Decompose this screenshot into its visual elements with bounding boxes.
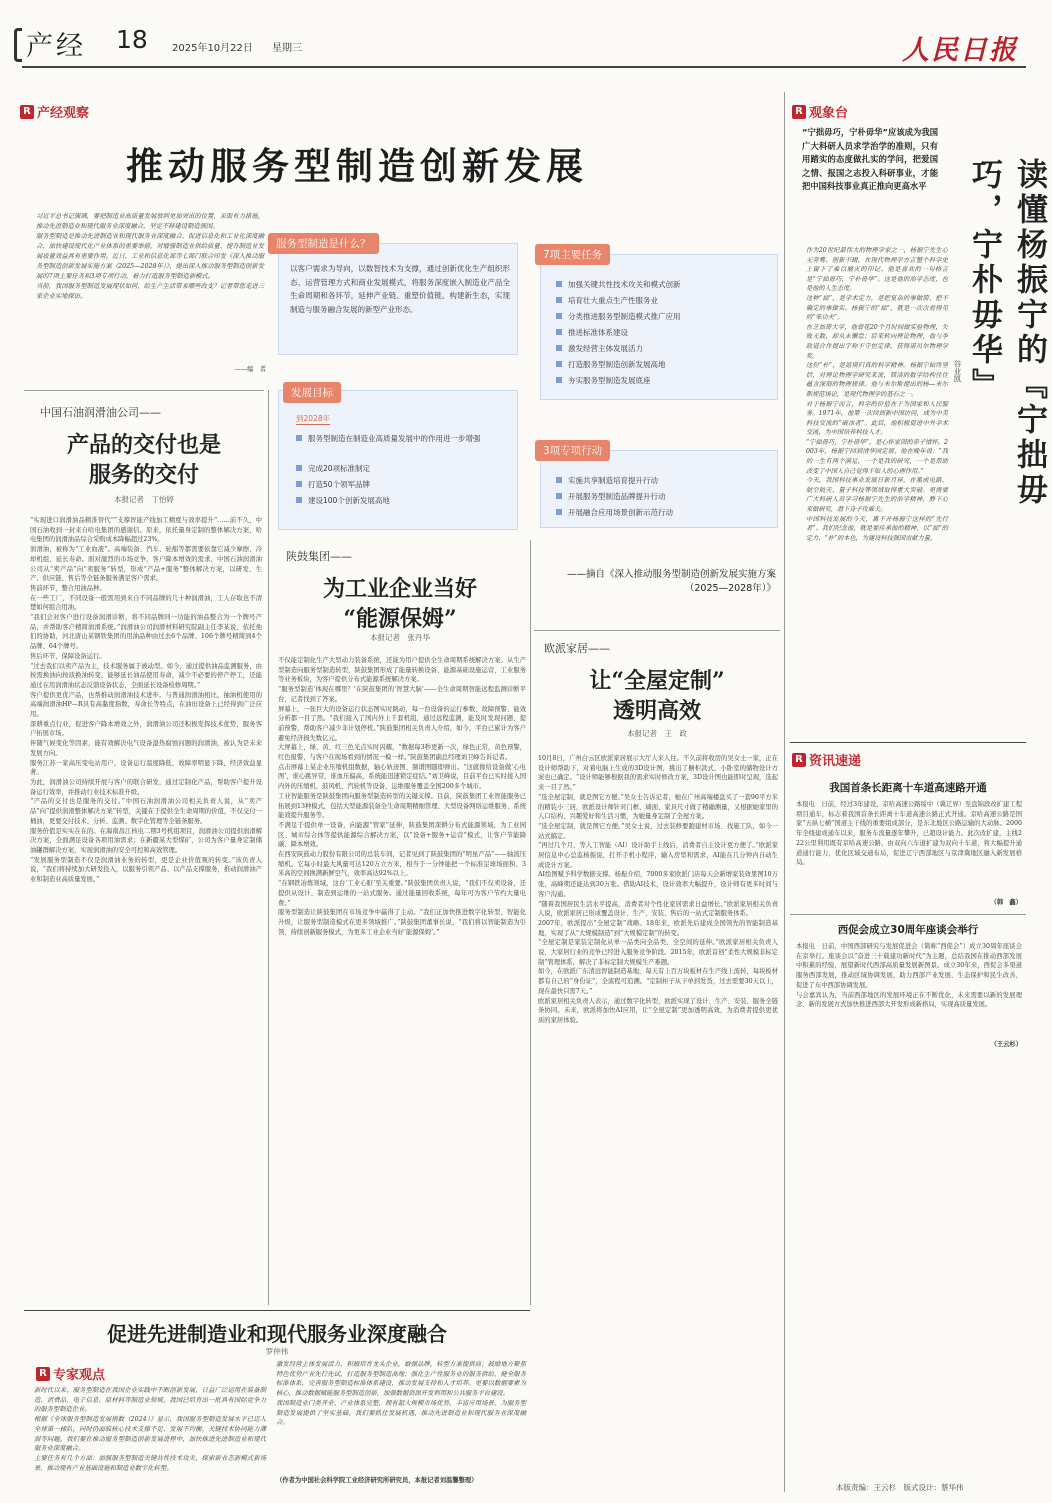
news-column-label [792,750,861,769]
panel-goals-sub: 到2028年 [296,414,331,423]
bullet-icon [556,313,562,319]
task-item-text: 分类推进服务型制造模式推广应用 [568,311,681,321]
divider [534,630,780,631]
news1-body: 本报电 日前，经过3年建设，京哈高速公路绥中（冀辽界）至盘锦段改扩建工程项目通车，标志着我国首条长距离十车道高速公路正式开通。京哈高速公路是国家“五纵七横”国道主干线的重要组成部分，是东北地区公路运输的大动脉。2000年全线建成通车以来，服务车流量逐年攀升，已超设计能力。此次改扩建，主线222公里利用既有京哈高速公路，由双向六车道扩建为双向十车道，将大幅提升通道通行能力，优化区域交通布局，促进辽宁西部地区与京津冀地区融入新发展格局。 [796,801,1022,867]
task-item [556,340,770,356]
task-item-text: 夯实服务型制造发展底座 [568,375,651,385]
task-item-text: 培育壮大重点生产性服务业 [568,295,658,305]
bullet-icon [556,345,562,351]
bottom-column-label [36,1364,105,1383]
bullet-icon [556,477,562,483]
task-item-text: 推进标准体系建设 [568,327,628,337]
column-rule [784,92,785,1492]
main-column-label [20,102,89,121]
right-lead: “宁拙毋巧，宁朴毋华”应该成为我国广大科研人员求学治学的准则，只有用踏实的态度做扎实的学问，把爱国之情、报国之志投入科研事业，才能把中国科技事业真正推向更高水平 [802,127,938,191]
goal-item-text: 建设100个创新发展高地 [308,495,390,505]
main-column-label-text: 产经观察 [37,106,90,121]
bottom-column-label-text: 专家观点 [53,1368,106,1383]
main-headline: 推动服务型制造创新发展 [126,145,588,188]
goal-item [296,492,510,508]
task-item [556,324,770,340]
section-name: 产经 [26,31,86,62]
story1-title-line2: 服务的交付 [88,462,199,488]
story3-company: 欧派家居—— [544,642,610,655]
task-item [556,276,770,292]
news-rule [790,742,1026,743]
action-item [556,488,770,504]
right-author: 谷业凯 [953,360,962,383]
newspaper-logo: 人民日报 [902,35,1018,66]
story1-company: 中国石油润滑油公司—— [40,406,161,419]
task-item [556,372,770,388]
bullet-icon [296,481,302,487]
task-item [556,308,770,324]
story3-byline: 本报记者 王 政 [627,729,687,738]
action-item-text: 开展融合应用场景创新示范行动 [568,507,673,517]
bottom-title: 促进先进制造业和现代服务业深度融合 [107,1322,447,1346]
column-rule [530,540,531,1305]
story2-company: 陕鼓集团—— [286,550,352,563]
news2-body: 本报电 日前，中国西部研究与发展促进会（简称“西促会”）成立30周年座谈会在京举行。座谈会以“奋进三十载建功新时代”为主题，总结我国在推动西部发展中积累的经验，展望新时代西部高质量发展新图景。成立30年来，西促会多渠道服务西部发展，推动区域协调发展，助力西部产业发展、生态保护和民生改善，促进了东中西部协调发展。 与会嘉宾认为，当前西部地区的发展环境正在不断优化，未来需要以新的发展理念、新的发展方式加快推进西部大开发形成新格局，实现高质量发展。 [796,943,1022,1009]
main-intro: 习近平总书记强调，要把制造业高质量发展放到更加突出的位置，采取有力措施，推动先进制造业和现代服务业深度融合，坚定不移建设制造强国。 服务型制造是推动先进制造业和现代服务业深度融合、促进信息化和工业化深度融合、加快建设现代化产业体系的重要举措，对增强制造业供给质量、提升制造业发展质量效益具有重要作用。近日，工业和信息化部等七部门联合印发《深入推动服务型制造创新发展实施方案（2025—2028年）》，提出深入推动服务型制造创新发展的7项主要任务和3项专项行动，着力打造服务型制造新模式。 当前，我国服务型制造发展现状如何，给生产生活带来哪些改变？记者带您走进三家企业实地探访。 [36,213,264,300]
story3-body: 10月8日，广州白云区欧派家居展示大厅人来人往。不久前将收房的吴女士一家，正在设计师帮助下，对着电脑上生成的3D设计图，挑出了橱柜款式，小卧室的储物设计方案也已确定。“设计师能够根据我的需求实时修改方案，3D设计图也能即时呈现，选起来一目了然。” “选全屋定制，就是图它方便。”吴女士告诉记者，她在广州高端楼盘买了一套90平方米的精装小三居，欧派设计师针对门框、墙面、家具尺寸做了精确测量，又根据她家里的人口结构、兴趣爱好和生活习惯，为她量身定制了全屋方案。 “选全屋定制，就是图它方便。”吴女士说，过去装修要跑建材市场、找施工队，如今一站式搞定。 “再过几个月，等人工智能（AI）设计助手上线后，消费者自主设计更方便了。”欧派家居信息中心总监杨振说，打开手机小程序，输入房型和需求，AI能在几分钟内自动生成设计方案。 AI绘图赋予科学数据支撑。杨振介绍，7000多家欧派门店每天会新增家装效果图10万张，高峰期还能达到30万张。借助AI技术，设计效率大幅提升，设计师有更多时间与客户沟通。 “随着我国居民生活水平提高，消费者对个性化家居需求日益增长。”欧派家居相关负责人说，欧派家居已形成覆盖设计、生产、安装、售后的一站式定制服务体系。 2007年，欧派提出“全屋定制”战略。18年来，欧派先后建成全国领先的智能制造基地，实现了从“大规模制造”到“大规模定制”的转变。 “全屋定制是家装定制化从单一品类向全品类、全空间的延伸。”欧派家居相关负责人说，大家居行业的竞争已经进入服务竞争阶段。2015年，欧派首创“柔性大规模非标定制”管理体系，解决了非标定制大规模生产难题。 如今，在欧派广东清远智能制造基地，每天有上百万块板材在生产线上流转，每块板材都有自己的“身份证”，全流程可追溯。“定制柜子从下单到发货，过去需要30天以上，现在最快只需7天。” 欧派家居相关负责人表示，通过数字化转型，欧派实现了设计、生产、安装、服务全链条协同。未来，欧派将加快AI应用，让“全屋定制”更加透明高效，为消费者提供更优质的家居体验。 [538,755,778,1024]
story1-byline: 本报记者 丁怡婷 [114,495,174,504]
goal-item-text: 服务型制造在制造业高质量发展中的作用进一步增强 [308,434,481,443]
panel-what-text: 以客户需求为导向，以数智技术为支撑，通过创新优化生产组织形态、运营管理方式和商业发展模式，将服务深度嵌入制造业产品全生命周期和各环节，延伸产业链、重塑价值链、构建新生态，实现制造与服务融合发展的新型产业形态。 [290,264,510,314]
goal-item [296,476,510,492]
masthead-rule [22,66,1026,68]
bullet-icon [296,465,302,471]
issue-date: 2025年10月22日 [172,43,253,54]
page-number: 18 [116,25,148,54]
right-vertical-title: 读懂杨振宁的『宁拙毋巧，宁朴毋华』 [966,158,1047,508]
news1-sign: （韩 鑫） [990,899,1022,906]
panel-tasks-list [556,276,770,388]
action-item-text: 实施共享制造培育提升行动 [568,475,658,485]
bottom-byline: 罗仲伟 [265,1347,289,1356]
r-logo-icon: R [20,105,34,119]
action-item [556,472,770,488]
task-item [556,292,770,308]
right-column-label [792,102,848,121]
column-rule [268,390,269,1305]
main-intro-sign: ——编 者 [234,366,266,373]
bullet-icon [296,497,302,503]
story2-byline: 本报记者 张丹华 [370,633,430,642]
bullet-icon [296,435,302,441]
goal-item [296,460,510,476]
bottom-col1: 新时代以来，服务型制造在我国企业实践中不断创新发展，日益广泛运用在装备制造、消费品、电子信息、原材料等制造业领域，我国已培育出一批具有国际竞争力的服务型制造企业。 根据《全球服务型制造发展指数（2024）》显示，我国服务型制造发展水平已迈入全球第一梯队，同时仍面临核心技术支撑不足、发展不均衡、关键技术协同能力薄弱等问题。我们要在推动服务型制造创新发展进程中，加快推进先进制造业和现代服务业深度融合。 主要任务有几个方面：加强服务型制造关键共性技术攻关，探索新业态新模式新场景，推动现有产业基础设施和制造业数字化转型。 [34,1387,266,1472]
panel-tasks-label: 7项主要任务 [535,244,610,265]
task-item-text: 加强关键共性技术攻关和模式创新 [568,279,681,289]
action-item [556,504,770,520]
goal-item-text: 打造50个领军品牌 [308,479,371,489]
goal-item-text: 完成20项标准制定 [308,463,371,473]
bullet-icon [556,281,562,287]
news2-title: 西促会成立30周年座谈会举行 [837,924,979,936]
divider [790,914,1026,915]
news2-sign: （王云杉） [990,1041,1022,1048]
panel-goals-list [296,432,510,508]
panel-source: ——摘自《深入推动服务型制造创新发展实施方案（2025—2028年）》 [566,569,776,594]
bullet-icon [556,361,562,367]
panel-actions-list [556,472,770,520]
action-item-text: 开展服务型制造品牌提升行动 [568,491,666,501]
bottom-sign: （作者为中国社会科学院工业经济研究所研究员，本报记者刘温馨整理） [276,1477,478,1484]
goal-item [296,432,510,460]
r-logo-icon: R [792,753,806,767]
bottom-rule [24,1310,530,1311]
news1-title: 我国首条长距离十车道高速路开通 [829,782,987,794]
panel-actions-label: 3项专项行动 [535,440,610,461]
task-item-text: 激发经营主体发展活力 [568,343,643,353]
bullet-icon [556,493,562,499]
right-column-label-text: 观象台 [809,106,849,121]
task-item-text: 打造服务型制造创新发展高地 [568,359,666,369]
bullet-icon [556,297,562,303]
story3-title-line2: 透明高效 [612,698,701,724]
bullet-icon [556,509,562,515]
masthead-bracket [14,28,22,62]
panel-what-label: 服务型制造是什么？ [268,233,379,254]
divider [24,390,264,391]
story2-body: 不仅能定制化生产大型动力装备系统，还能为用户提供全生命周期系统解决方案。从生产型制造向服务型制造转型，陕鼓集团形成了能量转换设备、能源基础设施运营、工业服务等业务板块，为客户提供分布式能源系统解决方案。 “服务型制造‘体现在哪里？’在陕鼓集团的‘智慧大脑’——全生命周期智能远程监测诊断平台，记者找到了答案。 屏幕上，一张巨大的设备运行状态图实时跳动，每一台设备的运行参数、故障预警、能效分析都一目了然。“我们接入了国内外上千套机组，通过远程监测，能及时发现问题、提前预警，帮助客户减少非计划停机。”陕鼓集团相关负责人介绍，如今，平台已累计为客户避免经济损失数亿元。 大屏幕上，绿、黄、红三色光点实时闪耀，“数据每3秒更新一次，绿色正常，黄色预警，红色报警，与客户在现场看到的情况一模一样。”陕鼓集团副总经理刘卫峰告诉记者。 点击屏幕上某企业压缩机组数据，轴心轨迹图、频谱图随即弹出。“这就像给设备做‘心电图’，谁心跳异常，谁血压偏高，系统能迅速锁定症结。”刘卫峰说，目前平台已实时接入国内外的压缩机、鼓风机、汽轮机等设备，运维服务覆盖全国200多个城市。 工业智能服务是陕鼓集团向服务型制造转型的关键支撑。目前，陕鼓集团工业智能服务已拓展到13种模式，包括大型能源装备全生命周期精细管理、大型设备网络运维服务、系统能效提升服务等。 不满足于提供单一设备，向能源“管家”延伸，陕鼓集团深耕分布式能源领域，为工业园区、城市综合体等提供能源综合解决方案，以“设备+服务+运营”模式，让客户节能降碳、降本增效。 在西安陕鼓动力股份有限公司的总装车间，记者见到了陕鼓集团的“明星产品”——轴流压缩机。它每小时最大风量可达120万立方米，相当于一分钟能把一个标准足球场面积、3米高的空间换满新鲜空气，效率高达92%以上。 “在钢铁冶炼领域，这台‘工业心脏’至关重要。”陕鼓集团负责人说，“我们不仅卖设备，还提供从设计、制造到运维的一站式服务。通过能量回收系统，每年可为客户节约大量电费。” 服务型制造让陕鼓集团在市场竞争中赢得了主动。“我们正加快推进数字化转型、智能化升级，让服务型制造模式在更多领域推广。”陕鼓集团董事长说，“我们将以智能制造为引领，持续创新服务模式，为更多工业企业当好‘能源保姆’。” [278,657,526,936]
story3-title-line1: 让“全屋定制” [589,668,725,694]
r-logo-icon: R [36,1367,50,1381]
r-logo-icon: R [792,105,806,119]
right-body: 作为20世纪最伟大的物理学家之一，杨振宁先生心无旁骛、创新不辍，在现代物理学方言整个科学史上留下了难以磨灭的印记。他是喜欢的一句格言是“宁拙毋巧，宁朴毋华”。这是他的治学态度，也是他的人生态度。 这种“拙”，是学术定力，是把复杂的事做简、把不确定的事做实。杨振宁的“拙”，就是一次次看得见的“笨功夫”。 在芝加哥大学，他曾花20个月时间做实验物理，失败无数，却从未懈怠；后来转向理论物理，他与李政道合作提出宇称不守恒定律，获得诺贝尔物理学奖。 这份“朴”，是返璞归真的科学精神。杨振宁始终坚信，对理论物理学研究来说，简洁的数学结构往往蕴含深刻的物理规律。他与米尔斯提出的杨—米尔斯规范场论，是现代物理学的基石之一。 对于杨振宁而言，科学的价值在于为国家和人民服务。1971年，他第一次回到新中国访问，成为中美科技交流的“破冰者”。此后，他积极促进中外学术交流，为中国培养科技人才。 “宁拙毋巧，宁朴毋华”，是心怀家国的赤子情怀。2003年，杨振宁回到清华园定居，他在晚年说：“我的一生有两个满足，一个是我的研究，一个是帮助改变了中国人自己觉得不如人的心理作用。” 今天，我国科技事业发展日新月异，在集成电路、航空航天、量子科技等领域取得重大突破。更需要广大科研人员学习杨振宁先生的治学精神，静下心来做研究，潜下身子攻难关。 中国科技发展的今天，离不开杨振宁这样的“先行者”。我们纪念他，就是要传承他的精神，以“拙”的定力、“朴”的本色，为建设科技强国贡献力量。 [806,247,948,542]
task-item [556,356,770,372]
story1-title-line1: 产品的交付也是 [66,432,221,458]
bullet-icon [556,329,562,335]
bullet-icon [556,377,562,383]
footer-editor: 本版责编：王云杉 版式设计：蔡华伟 [836,1483,964,1492]
story1-body: “实现进口润滑油品精准替代”“支撑智能产线加工精度与效率提升”……前不久，中国石油收到一封来自哈电集团的感谢信。原来，依托量身定制的整体解决方案，哈电集团的润滑油品综合采购成本降幅超过23%。 润滑油，被称为“工业血液”。高端装备、汽车、轮船等都需要依靠它减少摩擦、冷却机组、延长寿命。面对激烈的市场竞争，客户降本增效的需求，中国石油润滑油公司从“卖产品”向“卖服务”转型，形成“产品+服务”整体解决方案，以研发、生产、供应链、售后等全链条服务满足客户需求。 售前环节，整合用油品种。 在一些工厂，不同设备一般需用到来自不同品牌的几十种润滑油，工人存取也不清楚如何组合用油。 “我们会对客户进行设备润滑诊断，将不同品牌同一功能的油品整合为一个牌号产品，并帮助客户精简润滑系统。”润滑油公司润滑材料研究院副主任李某说，依托他们的协助，河北唐山某钢铁集团的用油品种由过去6个品牌、106个牌号精简到4个品牌、64个牌号。 售后环节，保障设备运行。 “过去我们以卖产品为主，技术服务属于被动型。如今，通过提供油品监测服务，由按需换油向按质换油转变，能够延长油品使用寿命，减少不必要的停产停工，还能通过在用润滑油状态反馈设备状态，全面延长设备检修周期。” 客户提供更优产品，也帮推动润滑油技术进步。与普通润滑油相比，抽油机使用的高端润滑油HP—R具有高黏度指数，寿命长等特点，在油田设备上已经得到广泛应用。 深耕重点行业，促进客户降本增效之外，润滑油公司还积极发挥技术优势，服务客户拓展市场。 伴随气候变化等因素，能有效解决电气设备湿热腐蚀问题的润滑油，被认为是未来发展方向。 服务江苏一家高压变电站用户，设备运行温度降低、故障率明显下降，经济效益显著。 为此，润滑油公司持续开展与客户的联合研发，通过定制化产品，帮助客户提升设备运行效率，并推动行业技术标准升级。 “产品的交付也是服务的交付。”中国石油润滑油公司相关负责人说，从“卖产品”向“提供润滑整体解决方案”转型，关键在于提供全生命周期的价值，不仅交付一桶油，更要交付技术、分析、监测、数字化管理等全链条服务。 服务价值是实实在在的。在海南昌江核电二期3号机组项目，润滑油公司提供润滑解决方案，全面满足设备各项用油需求；在新疆某大型煤矿，公司为客户量身定制储油罐群解决方案，实现润滑油的安全可控和高效管理。 “发展服务型制造不仅是润滑油业务的转型，更是企业价值观的转变。”该负责人说，“我们将持续加大研发投入，以服务引领产品、以产品支撑服务，推动润滑油产业和制造业高质量发展。” [30,517,262,884]
masthead [0,0,1041,76]
story2-title-line1: 为工业企业当好 [322,576,477,602]
issue-weekday: 星期三 [272,43,302,54]
bottom-col2: 激发经营主体发展活力，积极培育龙头企业，做强品牌，转型方案提供商；鼓励地方聚焦特色优势产业先行先试，打造服务型制造高地；强化生产性服务业的服务供给，健全服务标准体系，完善服务型制造标准体系建设，推动发展支持和人才培养。更要以数据要素为核心，推动数据赋能服务型制造创新，加强数据资源开发利用和公共服务平台建设。 我国制造业门类齐全、产业体系完整，拥有超大规模市场优势，丰富应用场景。为服务型制造发展提供了坚实基础。我们要抓住发展机遇，推动先进制造业和现代服务业深度融合。 [276,1361,526,1427]
panel-goals-label: 发展目标 [283,382,341,403]
right-body-cont [806,680,1028,728]
story2-title-line2: “能源保姆” [343,606,457,632]
news-column-label-text: 资讯速递 [809,754,862,769]
